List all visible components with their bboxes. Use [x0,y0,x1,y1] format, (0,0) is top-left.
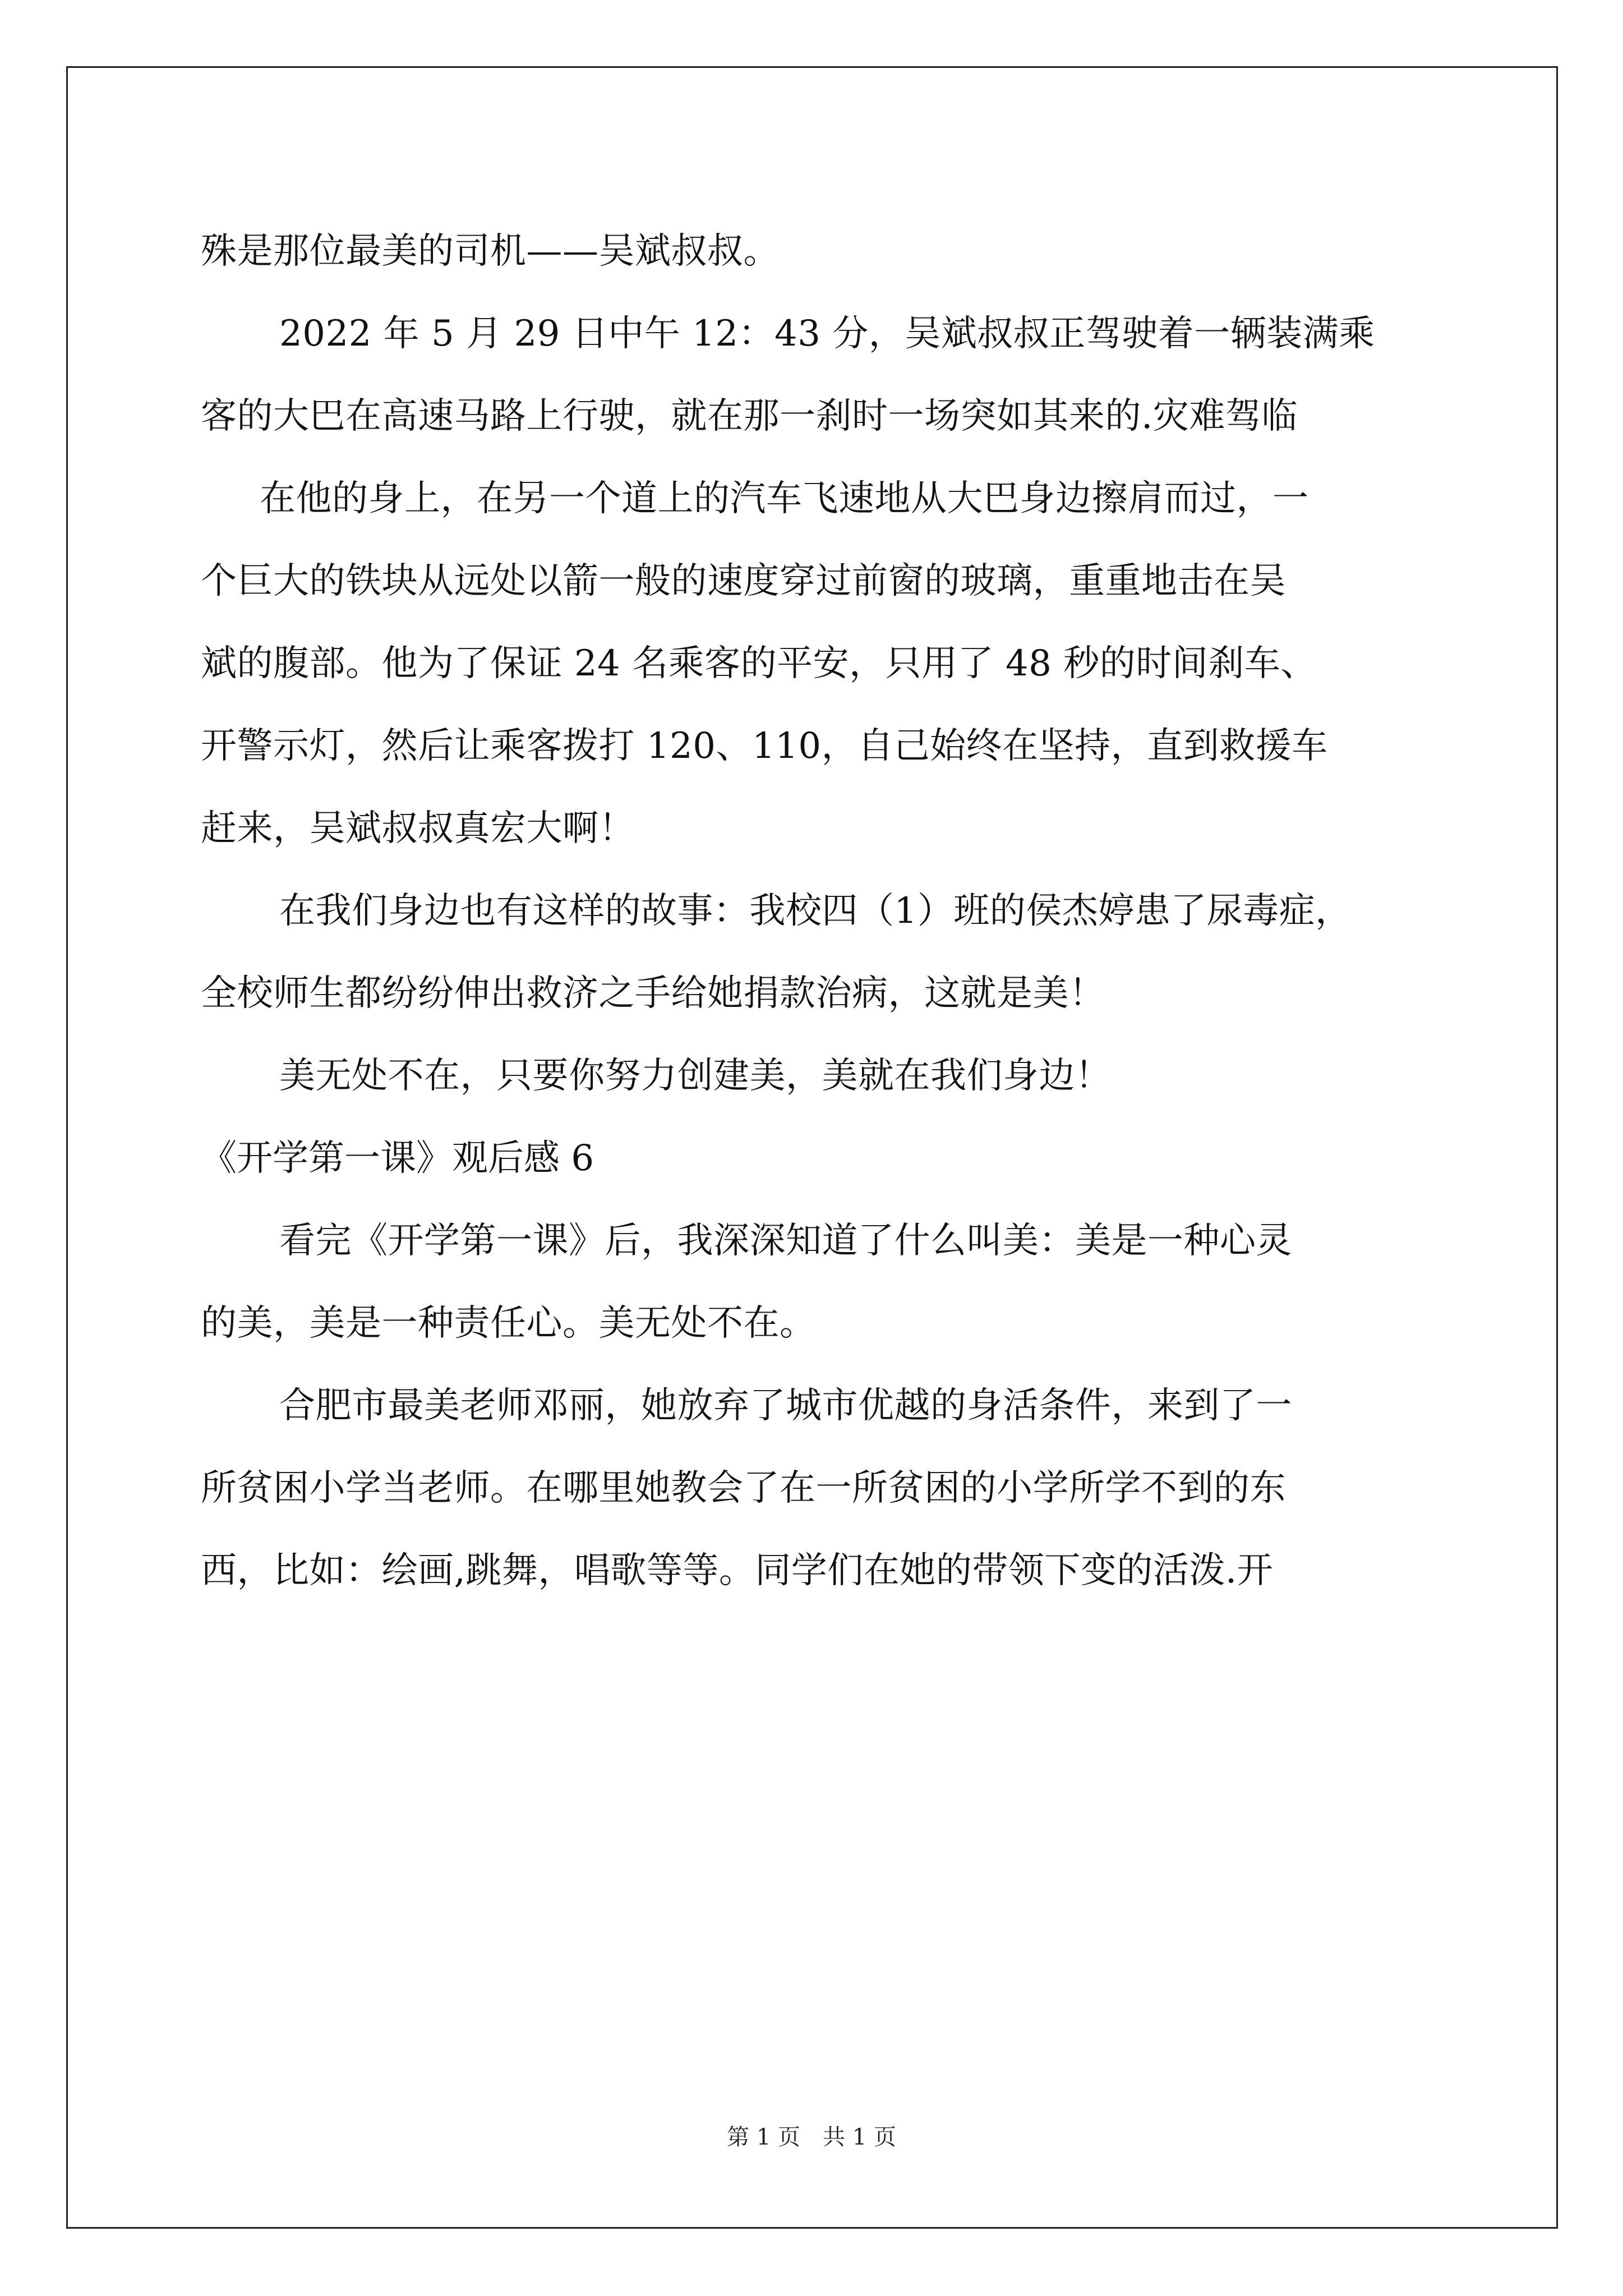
paragraph-line: 殊是那位最美的司机——吴斌叔叔。 [201,231,780,272]
paragraph-line: 斌的腹部。他为了保证 24 名乘客的平安，只用了 48 秒的时间刹车、 [201,643,1317,684]
paragraph-line: 美无处不在，只要你努力创建美，美就在我们身边！ [279,1055,1112,1097]
document-body [201,210,1423,1612]
page-footer: 第 1 页 共 1 页 [727,2124,896,2150]
paragraph-line: 在我们身边也有这样的故事：我校四（1）班的侯杰婷患了尿毒症， [279,890,1352,932]
paragraph-line: 赶来，吴斌叔叔真宏大啊！ [201,808,635,849]
paragraph-line: 合肥市最美老师邓丽，她放弃了城市优越的身活条件，来到了一 [279,1385,1292,1427]
section-heading: 《开学第一课》观后感 6 [201,1138,594,1179]
paragraph-line: 客的大巴在高速马路上行驶，就在那一刹时一场突如其来的.灾难驾临 [201,395,1298,437]
paragraph-line: 在他的身上，在另一个道上的汽车飞速地从大巴身边擦肩而过，一 [260,478,1309,519]
paragraph-line: 西，比如：绘画,跳舞，唱歌等等。同学们在她的带领下变的活泼.开 [201,1550,1274,1591]
paragraph-line: 看完《开学第一课》后，我深深知道了什么叫美：美是一种心灵 [279,1220,1292,1262]
paragraph-line: 开警示灯，然后让乘客拨打 120、110，自己始终在坚持，直到救援车 [201,725,1328,767]
paragraph-line: 所贫困小学当老师。在哪里她教会了在一所贫困的小学所学不到的东 [201,1467,1286,1509]
paragraph-line: 的美，美是一种责任心。美无处不在。 [201,1303,816,1344]
paragraph-line: 2022 年 5 月 29 日中午 12：43 分，吴斌叔叔正驾驶着一辆装满乘 [279,313,1375,355]
paragraph-line: 全校师生都纷纷伸出救济之手给她捐款治病，这就是美！ [201,973,1105,1014]
paragraph-line: 个巨大的铁块从远处以箭一般的速度穿过前窗的玻璃，重重地击在吴 [201,560,1286,602]
